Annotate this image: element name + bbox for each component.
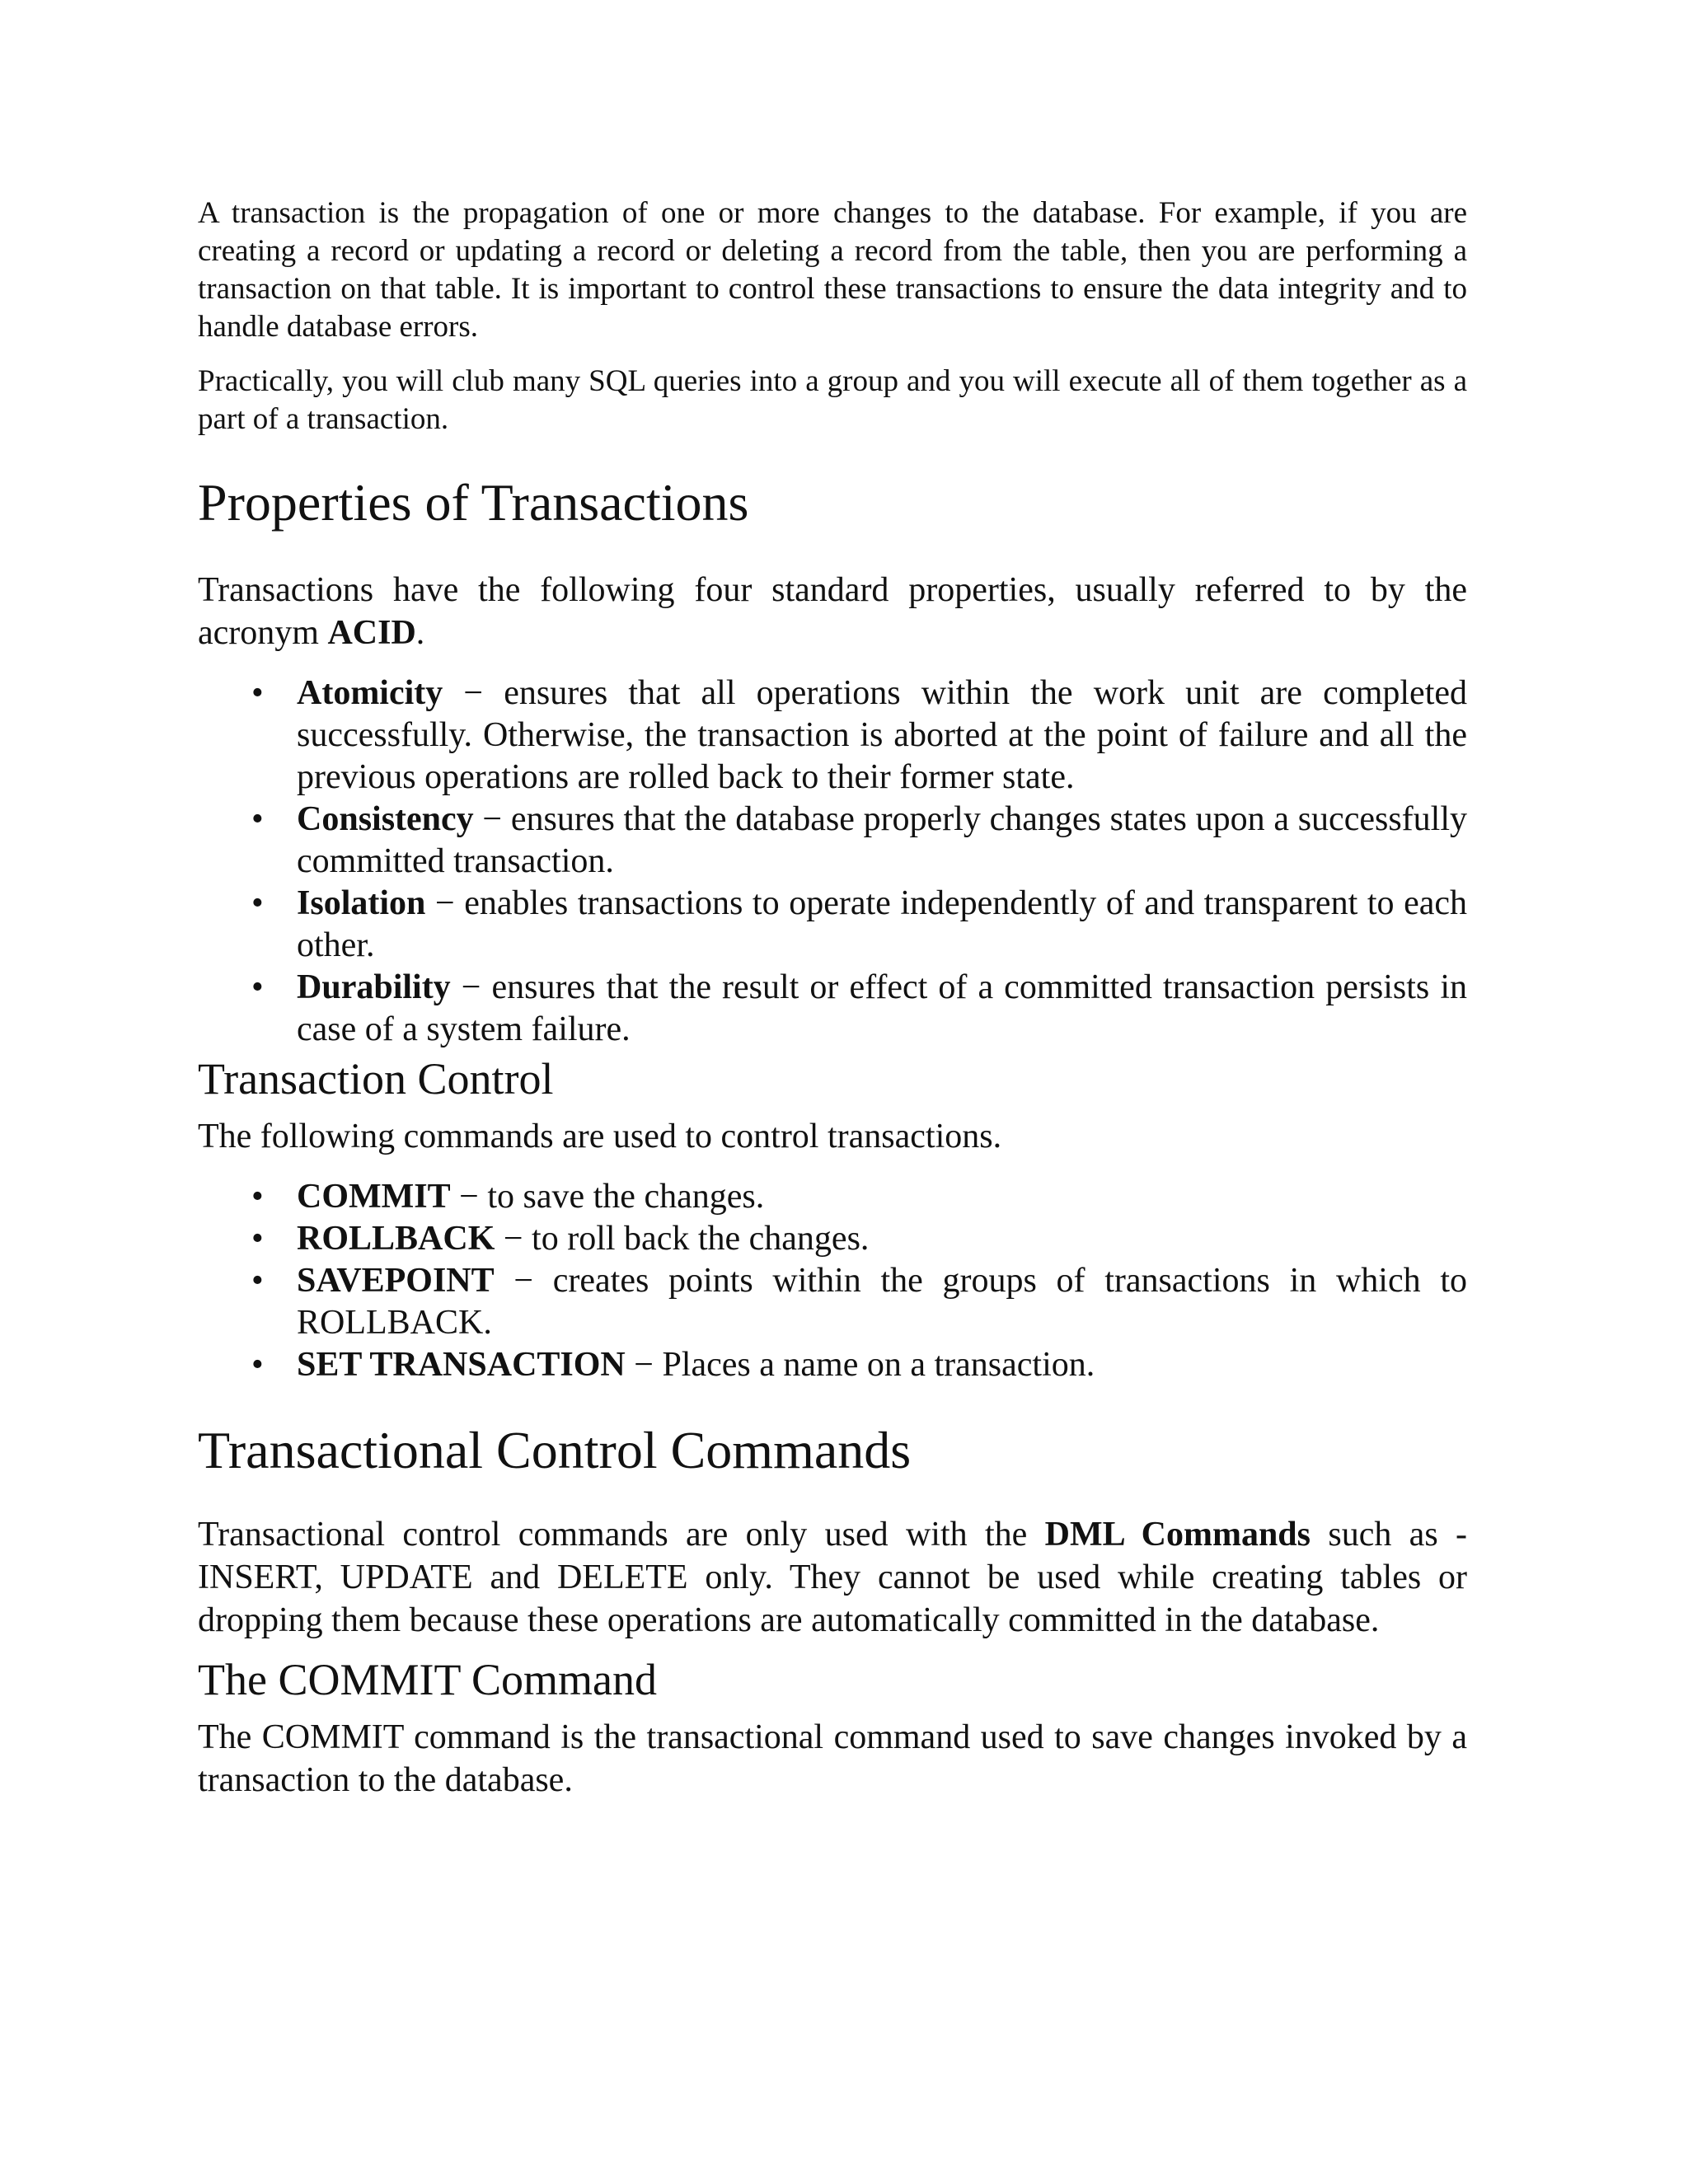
- bullet-icon: •: [251, 1262, 264, 1300]
- list-item: [198, 1260, 1467, 1344]
- bullet-icon: •: [251, 1346, 264, 1384]
- heading-properties: Properties of Transactions: [198, 473, 749, 532]
- command-text: − to roll back the changes.: [495, 1220, 870, 1258]
- command-term: COMMIT: [297, 1178, 451, 1216]
- command-term: ROLLBACK: [297, 1220, 495, 1258]
- command-text: − Places a name on a transaction.: [625, 1346, 1095, 1384]
- commit-paragraph: The COMMIT command is the transactional command used to save changes invoked by a transaction to the database.: [198, 1718, 1467, 1799]
- bullet-icon: •: [251, 884, 264, 922]
- properties-lead: [198, 569, 1467, 654]
- list-item: [198, 1218, 1467, 1260]
- intro-paragraph-1: A transaction is the propagation of one or more changes to the database. For example, if you are creating a record or updating a record or deleting a record from the table, then you are performing a transaction on that table. It is important to control these transactions to ensure the data integrity and to handle database errors.: [198, 196, 1467, 344]
- bullet-icon: •: [251, 1178, 264, 1216]
- list-item: [198, 799, 1467, 883]
- heading-transactional-control-commands: Transactional Control Commands: [198, 1421, 912, 1479]
- property-text: − enables transactions to operate independently of and transparent to each other.: [297, 884, 1467, 964]
- property-term: Consistency: [297, 800, 474, 838]
- list-item: [198, 1344, 1467, 1386]
- commands-text-start: Transactional control commands are only used with the: [198, 1516, 1045, 1554]
- bullet-icon: •: [251, 1220, 264, 1258]
- heading-transaction-control: Transaction Control: [198, 1054, 554, 1104]
- list-item: [198, 883, 1467, 967]
- property-text: − ensures that all operations within the work unit are completed successfully. Otherwise, the transaction is aborted at the point of failure and all the previous operations are rolled back to their former state.: [297, 674, 1467, 796]
- properties-lead-text: Transactions have the following four standard properties, usually referred to by the acronym: [198, 571, 1467, 652]
- command-text: − creates points within the groups of transactions in which to ROLLBACK.: [297, 1262, 1467, 1342]
- property-term: Atomicity: [297, 674, 443, 712]
- control-lead: The following commands are used to control transactions.: [198, 1118, 1002, 1155]
- control-list: [198, 1176, 1467, 1386]
- list-item: [198, 967, 1467, 1051]
- bullet-icon: •: [251, 968, 264, 1006]
- bullet-icon: •: [251, 674, 264, 712]
- property-term: Durability: [297, 968, 451, 1006]
- command-text: − to save the changes.: [450, 1178, 765, 1216]
- properties-list: [198, 673, 1467, 1051]
- dml-commands-term: DML Commands: [1044, 1516, 1311, 1554]
- properties-lead-end: .: [415, 614, 425, 652]
- intro-paragraph-2: Practically, you will club many SQL queries into a group and you will execute all of them together as a part of a transaction.: [198, 364, 1467, 436]
- property-term: Isolation: [297, 884, 426, 922]
- heading-commit-command: The COMMIT Command: [198, 1655, 657, 1704]
- property-text: − ensures that the result or effect of a committed transaction persists in case of a system failure.: [297, 968, 1467, 1048]
- command-term: SAVEPOINT: [297, 1262, 495, 1300]
- acid-term: ACID: [327, 614, 416, 652]
- command-term: SET TRANSACTION: [297, 1346, 626, 1384]
- bullet-icon: •: [251, 800, 264, 838]
- list-item: [198, 1176, 1467, 1218]
- commands-text-end: such as - INSERT, UPDATE and DELETE only. They cannot be used while creating tables or dropping them because these operations are automatically committed in the database.: [198, 1516, 1467, 1639]
- commands-paragraph: [198, 1513, 1467, 1642]
- property-text: − ensures that the database properly changes states upon a successfully committed transaction.: [297, 800, 1467, 880]
- document-page: [198, 194, 1467, 1802]
- list-item: [198, 673, 1467, 799]
